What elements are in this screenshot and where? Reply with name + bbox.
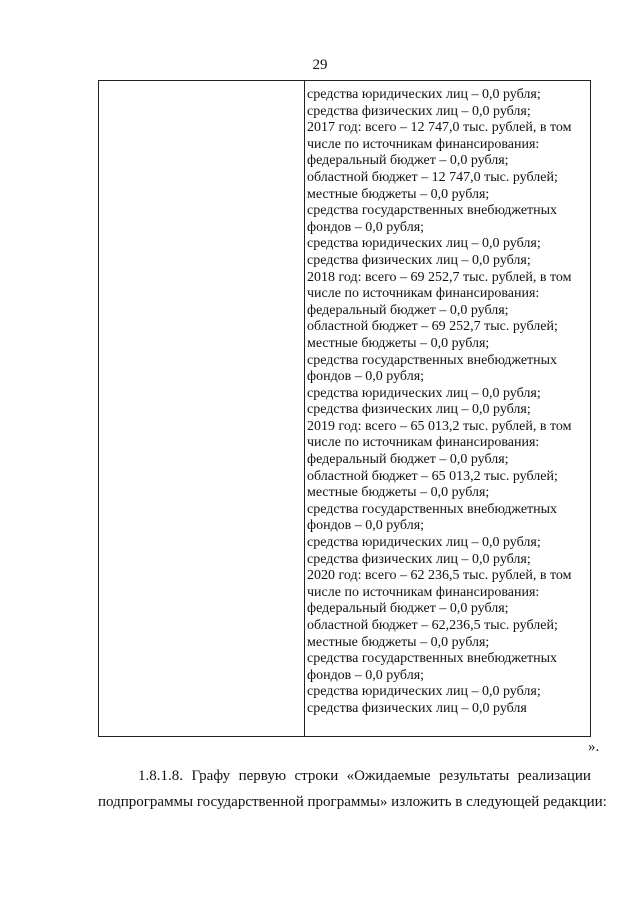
paragraph-word: первую <box>238 768 287 784</box>
table-line: средства юридических лиц – 0,0 рубля; <box>307 87 541 102</box>
table-line: фондов – 0,0 рубля; <box>307 667 425 683</box>
amendment-paragraph-line-2: подпрограммы государственной программы» изложить в следующей редакции: <box>98 794 607 810</box>
table-left-cell <box>99 81 304 736</box>
table-line: федеральный бюджет – 0,0 рубля; <box>307 302 509 318</box>
table-line: средства физических лиц – 0,0 рубля; <box>307 551 531 567</box>
table-line: 2017 год: всего – 12 747,0 тыс. рублей, в том <box>307 120 572 136</box>
funding-table <box>98 80 591 737</box>
table-line: 2020 год: всего – 62 236,5 тыс. рублей, в том <box>307 568 572 584</box>
table-line: местные бюджеты – 0,0 рубля; <box>307 634 490 650</box>
table-line: средства физических лиц – 0,0 рубля <box>307 700 527 716</box>
table-line: средства юридических лиц – 0,0 рубля; <box>307 535 541 551</box>
table-line: местные бюджеты – 0,0 рубля; <box>307 485 490 501</box>
table-line: средства физических лиц – 0,0 рубля; <box>307 402 531 418</box>
table-line: местные бюджеты – 0,0 рубля; <box>307 186 490 202</box>
table-line: федеральный бюджет – 0,0 рубля; <box>307 601 509 617</box>
table-right-cell <box>307 87 587 718</box>
table-line: числе по источникам финансирования: <box>307 584 540 600</box>
paragraph-word: Графу <box>191 768 231 784</box>
paragraph-word: результаты <box>439 768 510 784</box>
table-line: федеральный бюджет – 0,0 рубля; <box>307 153 509 169</box>
paragraph-word: «Ожидаемые <box>346 768 431 784</box>
table-line: фондов – 0,0 рубля; <box>307 219 425 235</box>
closing-quote: ». <box>588 739 600 755</box>
table-line: средства юридических лиц – 0,0 рубля; <box>307 236 541 252</box>
table-line: фондов – 0,0 рубля; <box>307 518 425 534</box>
paragraph-word: реализации <box>517 768 591 784</box>
table-line: средства юридических лиц – 0,0 рубля; <box>307 385 541 401</box>
table-column-divider <box>304 81 305 736</box>
table-line: областной бюджет – 69 252,7 тыс. рублей; <box>307 319 558 335</box>
table-line: областной бюджет – 65 013,2 тыс. рублей; <box>307 468 558 484</box>
table-line: средства государственных внебюджетных <box>307 651 558 667</box>
paragraph-word: 1.8.1.8. <box>138 768 183 784</box>
amendment-paragraph-line-1 <box>98 767 591 785</box>
table-line: числе по источникам финансирования: <box>307 136 540 152</box>
table-line: фондов – 0,0 рубля; <box>307 369 425 385</box>
table-line: областной бюджет – 62,236,5 тыс. рублей; <box>307 618 558 633</box>
table-line: средства государственных внебюджетных <box>307 203 558 219</box>
table-line: 2019 год: всего – 65 013,2 тыс. рублей, в том <box>307 418 572 434</box>
table-line: числе по источникам финансирования: <box>307 435 540 451</box>
page-number: 29 <box>312 57 328 73</box>
table-line: числе по источникам финансирования: <box>307 286 540 302</box>
table-line: средства юридических лиц – 0,0 рубля; <box>307 684 541 700</box>
table-line: средства государственных внебюджетных <box>307 352 558 368</box>
table-line: средства физических лиц – 0,0 рубля; <box>307 252 531 268</box>
table-line: федеральный бюджет – 0,0 рубля; <box>307 452 509 468</box>
table-line: 2018 год: всего – 69 252,7 тыс. рублей, в том <box>307 269 572 285</box>
table-line: местные бюджеты – 0,0 рубля; <box>307 335 490 351</box>
table-line: средства государственных внебюджетных <box>307 501 558 517</box>
table-line: областной бюджет – 12 747,0 тыс. рублей; <box>307 169 558 185</box>
paragraph-word: строки <box>294 768 339 784</box>
table-line: средства физических лиц – 0,0 рубля; <box>307 103 531 119</box>
